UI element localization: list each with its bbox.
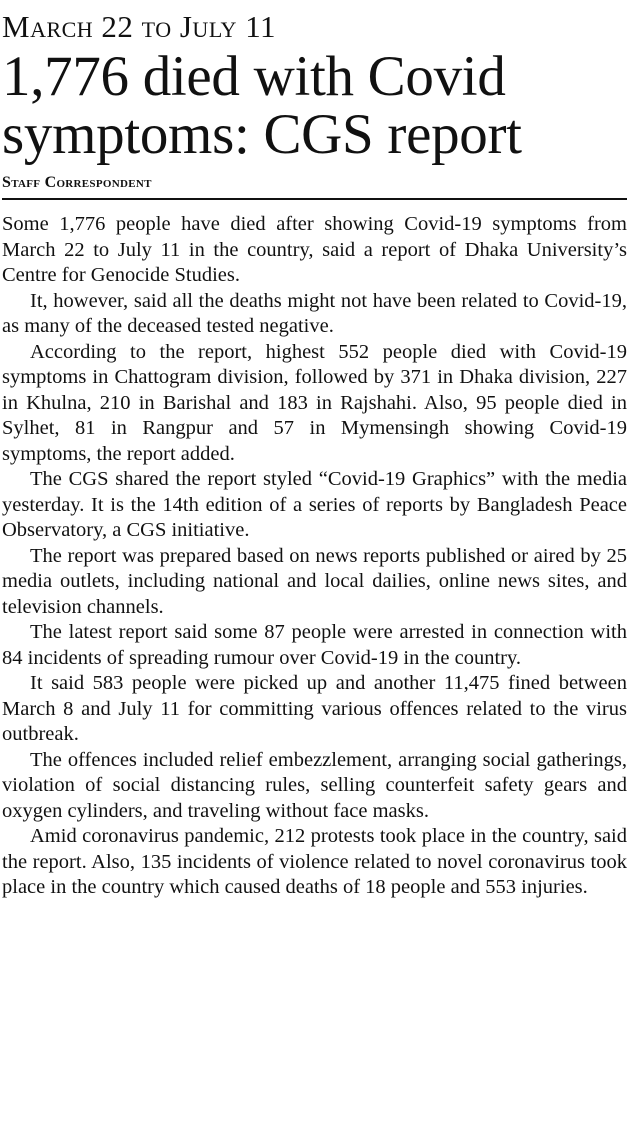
article-paragraph: Some 1,776 people have died after showing Covid-19 symptoms from March 22 to July 11 in the country, said a report of Dhaka University’s Centre for Genocide Studies. (2, 213, 627, 286)
article-paragraph: The offences included relief embezzlement, arranging social gatherings, violation of social distancing rules, selling counterfeit safety gears and oxygen cylinders, and traveling without face masks. (2, 748, 627, 822)
article-body (2, 212, 627, 901)
article-paragraph: It said 583 people were picked up and another 11,475 fined between March 8 and July 11 for committing various offences related to the virus outbreak. (2, 672, 627, 745)
headline-line-2: symptoms: CGS report (2, 103, 522, 166)
article-paragraph: Amid coronavirus pandemic, 212 protests took place in the country, said the report. Also, 135 incidents of violence related to novel coronavirus took place in the country which caused deaths of 18 people and 553 injuries. (2, 825, 627, 898)
article-paragraph: The latest report said some 87 people were arrested in connection with 84 incidents of spreading rumour over Covid-19 in the country. (2, 621, 627, 669)
news-article (0, 10, 629, 1126)
article-headline (2, 45, 627, 166)
article-paragraph: It, however, said all the deaths might not have been related to Covid-19, as many of the deceased tested negative. (2, 289, 627, 337)
byline-divider (2, 198, 627, 200)
article-byline: Staff Correspondent (2, 174, 152, 191)
headline-line-1: 1,776 died with Covid (2, 45, 506, 108)
article-paragraph: According to the report, highest 552 people died with Covid-19 symptoms in Chattogram division, followed by 371 in Dhaka division, 227 in Khulna, 210 in Barishal and 183 in Rajshahi. Also, 95 people died in Sylhet, 81 in Rangpur and 57 in Mymensingh showing Covid-19 symptoms, the report added. (2, 340, 627, 465)
article-paragraph: The CGS shared the report styled “Covid-19 Graphics” with the media yesterday. It is the 14th edition of a series of reports by Bangladesh Peace Observatory, a CGS initiative. (2, 468, 627, 541)
article-kicker: March 22 to July 11 (2, 9, 277, 44)
article-paragraph: The report was prepared based on news reports published or aired by 25 media outlets, including national and local dailies, online news sites, and television channels. (2, 544, 627, 618)
